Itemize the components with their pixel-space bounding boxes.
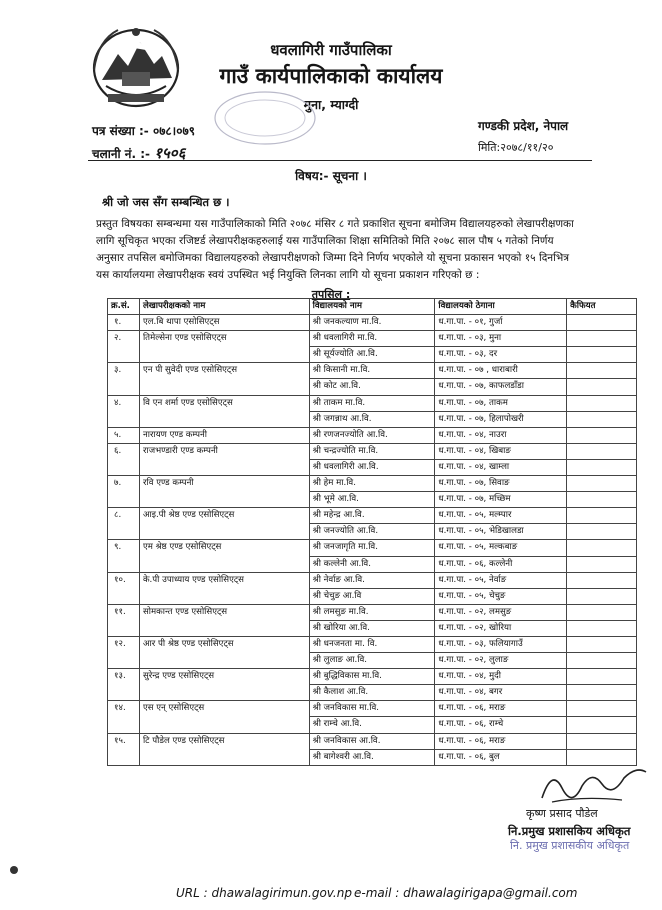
cell-school: श्री कल्लेनी आ.वि. [309,556,435,572]
cell-sn: १५. [108,733,140,765]
cell-remarks [567,653,637,669]
patra-sankhya: पत्र संख्या :- ०७८।०७९ [92,124,195,138]
cell-sn: १३. [108,669,140,701]
cell-school: श्री भूमे आ.वि. [309,492,435,508]
cell-remarks [567,669,637,685]
table-row [108,427,637,443]
cell-sn: ४. [108,395,140,427]
chalani-number: १५०६ [154,144,186,162]
cell-address: ध.गा.पा. - ०४, नाउरा [435,427,567,443]
cell-auditor: आइ.पी श्रेष्ठ एण्ड एसोसिएट्स [139,508,309,540]
body-line: अनुसार तपसिल बमोजिमका विद्यालयहरुको लेखापरीक्षणको जिम्मा दिने निर्णय भएकोले यो सूचना प्रकासन भएको १५ दिनभित्र [96,252,569,264]
chalani-label-text: चलानी नं. :- [92,147,150,161]
table-row [108,636,637,652]
cell-sn: ६. [108,443,140,475]
tapasil-heading: तपसिल : [311,288,351,301]
table-row [108,315,637,331]
cell-address: ध.गा.पा. - ०७, ताकम [435,395,567,411]
cell-sn: १. [108,315,140,331]
cell-address: ध.गा.पा. - ०५, मल्म्पार [435,508,567,524]
cell-remarks [567,331,637,347]
cell-remarks [567,717,637,733]
cell-remarks [567,508,637,524]
cell-address: ध.गा.पा. - ०२, लुलाङ [435,653,567,669]
cell-address: ध.गा.पा. - ०३, दर [435,347,567,363]
signatory-name: कृष्ण प्रसाद पौडेल [526,807,598,820]
header-auditor: लेखापरीक्षकको नाम [139,299,309,315]
cell-sn: ९. [108,540,140,572]
cell-school: श्री चेचुङ आ.वि [309,588,435,604]
cell-auditor: टि पौडेल एण्ड एसोसिएट्स [139,733,309,765]
cell-school: श्री ताकम मा.वि. [309,395,435,411]
table-row [108,604,637,620]
letter-date: मिति:२०७८/११/२० [478,141,554,154]
cell-sn: ७. [108,476,140,508]
cell-address: ध.गा.पा. - ०१, गुर्जा [435,315,567,331]
cell-school: श्री बुद्धिविकास मा.वि. [309,669,435,685]
cell-sn: १४. [108,701,140,733]
cell-school: श्री रणजनज्योति आ.वि. [309,427,435,443]
cell-auditor: तिमेल्सेना एण्ड एसोसिएट्स [139,331,309,363]
cell-school: श्री महेन्द्र आ.वि. [309,508,435,524]
cell-school: श्री धवलागिरी मा.वि. [309,331,435,347]
cell-address: ध.गा.पा. - ०६, राम्चे [435,717,567,733]
cell-remarks [567,556,637,572]
cell-auditor: एस एन् एसोसिएट्स [139,701,309,733]
cell-address: ध.गा.पा. - ०३, फलियागाउँ [435,636,567,652]
cell-auditor: सोमकान्त एण्ड एसोसिएट्स [139,604,309,636]
cell-remarks [567,604,637,620]
cell-school: श्री जनविकास आ.वि. [309,733,435,749]
cell-address: ध.गा.पा. - ०६, बुल [435,749,567,765]
signature-scribble-icon [532,758,652,808]
office-location: मुना, म्याग्दी [303,97,359,112]
cell-school: श्री हेम मा.वि. [309,476,435,492]
table-row [108,395,637,411]
cell-address: ध.गा.पा. - ०७, काफलडाँडा [435,379,567,395]
cell-remarks [567,636,637,652]
cell-remarks [567,443,637,459]
cell-address: ध.गा.पा. - ०६, मराङ [435,733,567,749]
cell-address: ध.गा.पा. - ०४, मुदी [435,669,567,685]
cell-address: ध.गा.पा. - ०४, खाम्ला [435,459,567,475]
subject-line: विषय:- सूचना । [295,169,367,183]
header-school: विद्यालयको नाम [309,299,435,315]
cell-remarks [567,347,637,363]
cell-address: ध.गा.पा. - ०४, बगर [435,685,567,701]
cell-school: श्री खोरिया आ.वि. [309,620,435,636]
cell-remarks [567,459,637,475]
table-row [108,669,637,685]
cell-school: श्री कैलाश आ.वि. [309,685,435,701]
cell-sn: १०. [108,572,140,604]
notice-body [96,216,596,284]
office-name-line2: गाउँ कार्यपालिकाको कार्यालय [219,64,443,88]
cell-school: श्री सूर्यज्योति आ.वि. [309,347,435,363]
cell-address: ध.गा.पा. - ०५, मल्कबाङ [435,540,567,556]
signatory-title: नि.प्रमुख प्रशासकिय अधिकृत [508,824,631,838]
cell-school: श्री जगन्नाथ आ.वि. [309,411,435,427]
body-line: प्रस्तुत विषयका सम्बन्धमा यस गाउँपालिकाको मिति २०७८ मंसिर ८ गते प्रकाशित सूचना बमोजिम विद्यालयहरुको लेखापरीक्षणका [96,218,574,230]
cell-address: ध.गा.पा. - ०२, लमसुङ [435,604,567,620]
cell-address: ध.गा.पा. - ०४, खिबाङ [435,443,567,459]
cell-school: श्री किसानी मा.वि. [309,363,435,379]
cell-remarks [567,540,637,556]
audit-assignment-table [107,298,637,766]
office-name-line1: धवलागिरी गाउँपालिका [270,41,392,59]
table-row [108,363,637,379]
cell-auditor: सुरेन्द्र एण्ड एसोसिएट्स [139,669,309,701]
table-row [108,443,637,459]
table-row [108,701,637,717]
cell-remarks [567,492,637,508]
cell-remarks [567,524,637,540]
table-row [108,540,637,556]
cell-auditor: एल.बि थापा एसोसिएट्स [139,315,309,331]
cell-auditor: एन पी सुवेदी एण्ड एसोसिएट्स [139,363,309,395]
cell-address: ध.गा.पा. - ०२, खोरिया [435,620,567,636]
cell-school: श्री लमसुङ मा.वि. [309,604,435,620]
cell-school: श्री जनजागृति मा.वि. [309,540,435,556]
cell-remarks [567,363,637,379]
table-header-row [108,299,637,315]
cell-address: ध.गा.पा. - ०३, मुना [435,331,567,347]
cell-sn: २. [108,331,140,363]
cell-remarks [567,685,637,701]
cell-auditor: एम श्रेष्ठ एण्ड एसोसिएट्स [139,540,309,572]
cell-address: ध.गा.पा. - ०७ , धाराबारी [435,363,567,379]
cell-auditor: रवि एण्ड कम्पनी [139,476,309,508]
cell-school: श्री कोट आ.वि. [309,379,435,395]
cell-sn: ३. [108,363,140,395]
cell-auditor: नारायण एण्ड कम्पनी [139,427,309,443]
cell-school: श्री जनज्योति आ.वि. [309,524,435,540]
cell-address: ध.गा.पा. - ०७, मच्छिम [435,492,567,508]
cell-remarks [567,701,637,717]
cell-sn: ८. [108,508,140,540]
cell-address: ध.गा.पा. - ०६, कल्लेनी [435,556,567,572]
cell-remarks [567,379,637,395]
cell-school: श्री धनजनता मा. वि. [309,636,435,652]
cell-sn: ५. [108,427,140,443]
cell-address: ध.गा.पा. - ०५, चेचुङ [435,588,567,604]
official-stamp: नि. प्रमुख प्रशासकीय अधिकृत [510,839,630,852]
cell-remarks [567,733,637,749]
stamp-watermark-icon [210,88,320,148]
cell-remarks [567,620,637,636]
footer-url: URL : dhawalagirimun.gov.np [176,886,352,900]
cell-sn: १२. [108,636,140,668]
header-address: विद्यालयको ठेगाना [435,299,567,315]
cell-auditor: के.पी उपाध्याय एण्ड एसोसिएट्स [139,572,309,604]
header-divider [88,160,592,161]
body-line: यस कार्यालयमा लेखापरीक्षक स्वयं उपस्थित भई नियुक्ति लिनका लागि यो सूचना प्रकाशन गरिएको छ : [96,269,480,281]
cell-remarks [567,411,637,427]
cell-remarks [567,395,637,411]
table-row [108,476,637,492]
cell-school: श्री जनविकास मा.वि. [309,701,435,717]
table-row [108,733,637,749]
table-row [108,508,637,524]
punch-hole [10,866,18,874]
cell-school: श्री धवलागिरी आ.वि. [309,459,435,475]
cell-address: ध.गा.पा. - ०७, सिवाङ [435,476,567,492]
cell-address: ध.गा.पा. - ०६, मराङ [435,701,567,717]
cell-address: ध.गा.पा. - ०५, नेर्वाङ [435,572,567,588]
cell-address: ध.गा.पा. - ०५, भेडिखालडा [435,524,567,540]
cell-school: श्री राम्चे आ.वि. [309,717,435,733]
header-sn: क्र.सं. [108,299,140,315]
cell-remarks [567,572,637,588]
cell-school: श्री चन्द्रज्योति मा.वि. [309,443,435,459]
header-remarks: कैफियत [567,299,637,315]
cell-remarks [567,588,637,604]
cell-remarks [567,427,637,443]
cell-school: श्री नेर्वाङ आ.वि. [309,572,435,588]
cell-sn: ११. [108,604,140,636]
cell-remarks [567,476,637,492]
footer-email: e-mail : dhawalagirigapa@gmail.com [354,886,578,900]
cell-school: श्री लुलाङ आ.वि. [309,653,435,669]
table-row [108,331,637,347]
body-line: लागि सूचिकृत भएका रजिष्टर्ड लेखापरीक्षकहरुलाई यस गाउँपालिका शिक्षा समितिको मिति २०७८ साल पौष ५ गतेको निर्णय [96,235,554,247]
cell-remarks [567,315,637,331]
cell-school: श्री बागेश्वरी आ.वि. [309,749,435,765]
cell-school: श्री जनकल्याण मा.वि. [309,315,435,331]
cell-auditor: वि एन शर्मा एण्ड एसोसिएट्स [139,395,309,427]
cell-auditor: राजभण्डारी एण्ड कम्पनी [139,443,309,475]
greeting: श्री जो जस सँग सम्बन्धित छ । [102,195,230,209]
table-row [108,572,637,588]
cell-address: ध.गा.पा. - ०७, हिलापोखरी [435,411,567,427]
cell-auditor: आर पी श्रेष्ठ एण्ड एसोसिएट्स [139,636,309,668]
province-name: गण्डकी प्रदेश, नेपाल [478,119,569,133]
